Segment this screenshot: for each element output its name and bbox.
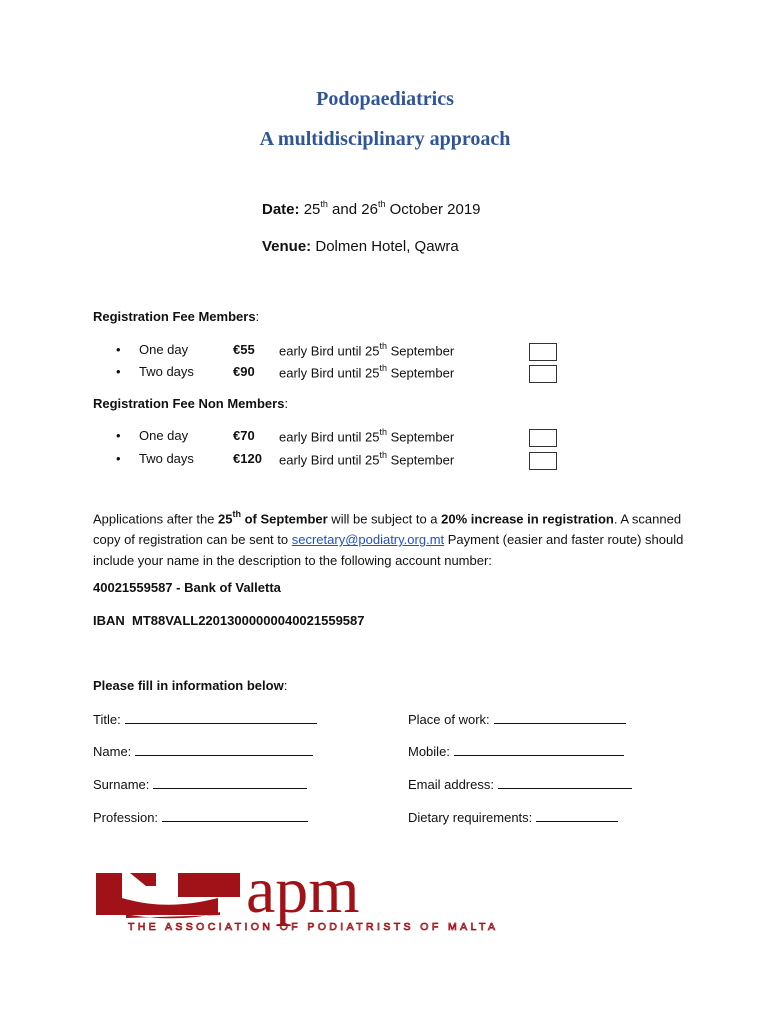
fee-price: €120: [233, 451, 262, 466]
notice-bold-sup: th: [232, 509, 241, 519]
fee-note: [279, 451, 454, 467]
name-field: [93, 743, 313, 759]
venue-value: Dolmen Hotel, Qawra: [311, 238, 459, 255]
place-of-work-field: [408, 711, 626, 727]
fee-label: Two days: [139, 451, 194, 466]
venue-label: Venue:: [262, 238, 312, 255]
place-of-work-label: Place of work:: [408, 712, 490, 727]
notice-bold-month: of September: [241, 511, 328, 527]
page-title: Podopaediatrics: [316, 88, 454, 110]
title-input[interactable]: [125, 711, 317, 724]
profession-label: Profession:: [93, 810, 159, 825]
profession-field: [93, 809, 308, 825]
fee-checkbox[interactable]: [529, 365, 557, 383]
surname-input[interactable]: [153, 776, 307, 789]
members-heading-colon: :: [255, 309, 260, 324]
notice-text: will be subject to a: [327, 511, 442, 527]
event-venue: [262, 238, 459, 255]
fee-label: Two days: [139, 364, 194, 379]
fee-price: €55: [233, 342, 255, 357]
fee-note-sup: th: [379, 363, 387, 373]
members-heading: [93, 309, 259, 324]
dietary-requirements-label: Dietary requirements:: [408, 810, 533, 825]
fee-checkbox[interactable]: [529, 429, 557, 447]
form-heading-colon: :: [283, 678, 288, 693]
date-day1: 25: [303, 201, 321, 218]
email-address-label: Email address:: [408, 777, 494, 792]
fee-note-b: September: [386, 365, 455, 381]
fee-checkbox[interactable]: [529, 343, 557, 361]
fee-price: €70: [233, 428, 255, 443]
surname-field: [93, 776, 307, 792]
email-link[interactable]: secretary@podiatry.org.mt: [291, 532, 445, 548]
place-of-work-input[interactable]: [494, 711, 626, 724]
event-date: [262, 200, 481, 218]
fee-label: One day: [139, 428, 189, 443]
name-label: Name:: [93, 744, 132, 759]
notice-text: . A scanned copy of registration can be sent to: [93, 511, 682, 548]
title-field: [93, 711, 317, 727]
bullet-icon: •: [116, 428, 121, 443]
form-heading-text: Please fill in information below: [93, 678, 284, 693]
non-members-heading-colon: :: [284, 396, 289, 411]
mobile-label: Mobile:: [408, 744, 450, 759]
notice-bold-date: 25: [218, 511, 233, 527]
date-month: October 2019: [385, 201, 481, 218]
date-sup2: th: [377, 199, 386, 209]
dietary-requirements-input[interactable]: [536, 809, 618, 822]
form-heading: [93, 678, 287, 693]
mobile-field: [408, 743, 624, 759]
fee-note-a: early Bird until 25: [279, 429, 380, 445]
notice-paragraph: [93, 505, 693, 571]
dietary-requirements-field: [408, 809, 618, 825]
surname-label: Surname:: [93, 777, 150, 792]
fee-note-b: September: [386, 429, 455, 445]
fee-note-sup: th: [379, 427, 387, 437]
date-label: Date:: [262, 201, 300, 218]
apm-tagline: THE ASSOCIATION OF PODIATRISTS OF MALTA: [128, 921, 499, 933]
fee-price: €90: [233, 364, 255, 379]
bullet-icon: •: [116, 451, 121, 466]
page-subtitle: A multidisciplinary approach: [259, 128, 511, 150]
profession-input[interactable]: [162, 809, 308, 822]
fee-note-sup: th: [379, 341, 387, 351]
fee-note-a: early Bird until 25: [279, 452, 380, 468]
fee-note-b: September: [386, 452, 455, 468]
fee-note-sup: th: [379, 450, 387, 460]
apm-logo: [96, 868, 648, 938]
mobile-input[interactable]: [454, 743, 624, 756]
fee-note-a: early Bird until 25: [279, 343, 380, 359]
bank-iban: IBAN MT88VALL22013000000040021559587: [93, 613, 365, 628]
apm-logo-graphic: [96, 868, 648, 938]
fee-note: [279, 342, 454, 358]
non-members-heading-text: Registration Fee Non Members: [93, 396, 285, 411]
bullet-icon: •: [116, 342, 121, 357]
fee-note: [279, 364, 454, 380]
fee-checkbox[interactable]: [529, 452, 557, 470]
name-input[interactable]: [135, 743, 313, 756]
foot-icon: [96, 873, 240, 918]
email-address-input[interactable]: [498, 776, 632, 789]
fee-note: [279, 428, 454, 444]
apm-letters: apm: [246, 868, 360, 927]
notice-text: Payment (easier and faster route) should include your name in the description to the following account number:: [93, 532, 684, 569]
non-members-heading: [93, 396, 288, 411]
members-heading-text: Registration Fee Members: [93, 309, 256, 324]
date-day2: and 26: [327, 201, 378, 218]
email-address-field: [408, 776, 632, 792]
notice-bold-increase: 20% increase in registration: [441, 511, 614, 527]
fee-note-a: early Bird until 25: [279, 365, 380, 381]
date-sup1: th: [320, 199, 328, 209]
title-label: Title:: [93, 712, 121, 727]
notice-text: Applications after the: [93, 511, 219, 527]
bank-account: 40021559587 - Bank of Valletta: [93, 580, 281, 595]
bullet-icon: •: [116, 364, 121, 379]
fee-label: One day: [139, 342, 189, 357]
fee-note-b: September: [386, 343, 455, 359]
